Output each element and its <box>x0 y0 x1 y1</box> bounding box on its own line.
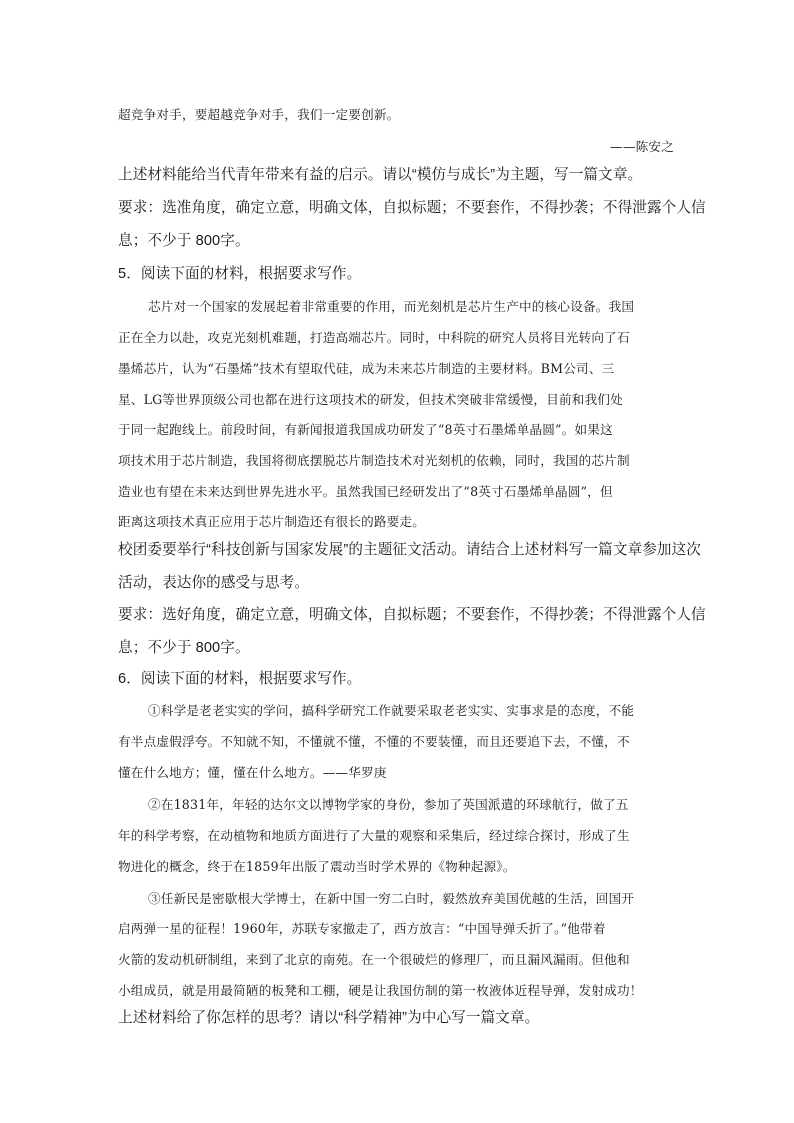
q5-task-line1: 校团委要举行“科技创新与国家发展”的主题征文活动。请结合上述材料写一篇文章参加这次 <box>118 542 701 558</box>
q5-para-line: 星、LG等世界顶级公司也都在进行这项技术的研发，但技术突破非常缓慢，目前和我们处 <box>118 392 623 407</box>
material4-requirement-line1: 要求：选准角度，确定立意，明确文体，自拟标题；不要套作，不得抄袭；不得泄露个人信 <box>118 200 706 216</box>
q5-para-line: 于同一起跑线上。前段时间，有新闻报道我国成功研发了“8英寸石墨烯单晶圆”。如果这 <box>118 422 613 437</box>
q6-item2-line: ②在1831年，年轻的达尔文以博物学家的身份，参加了英国派遣的环球航行，做了五 <box>148 797 629 812</box>
material4-task: 上述材料能给当代青年带来有益的启示。请以“模仿与成长”为主题，写一篇文章。 <box>118 167 643 183</box>
q6-item3-line: 火箭的发动机研制组，来到了北京的南苑。在一个很破烂的修理厂，而且漏风漏雨。但他和 <box>118 952 630 967</box>
q6-item2-line: 年的科学考察，在动植物和地质方面进行了大量的观察和采集后，经过综合探讨，形成了生 <box>118 828 630 843</box>
q5-para-line: 墨烯芯片，认为“石墨烯”技术有望取代硅，成为未来芯片制造的主要材料。BM公司、三 <box>118 361 615 376</box>
q5-requirement-line1: 要求：选好角度，确定立意，明确文体，自拟标题；不要套作，不得抄袭；不得泄露个人信 <box>118 607 706 623</box>
q6-item3-line: 小组成员，就是用最简陋的板凳和工棚，硬是让我国仿制的第一枚液体近程导弹，发射成功！ <box>118 983 643 998</box>
q5-para-line: 距离这项技术真正应用于芯片制造还有很长的路要走。 <box>118 514 426 529</box>
q5-para-line: 造业也有望在未来达到世界先进水平。虽然我国已经研发出了“8英寸石墨烯单晶圆”，但 <box>118 484 613 499</box>
q6-item1-line: ①科学是老老实实的学问，搞科学研究工作就要采取老老实实、实事求是的态度，不能 <box>148 703 635 718</box>
q5-para-line: 项技术用于芯片制造，我国将彻底摆脱芯片制造技术对光刻机的依赖，同时，我国的芯片制 <box>118 453 630 468</box>
q6-item3-line: 启两弹一星的征程！1960年，苏联专家撤走了，西方放言：“中国导弹夭折了。”他带着 <box>118 921 606 936</box>
material4-source: ——陈安之 <box>610 139 674 154</box>
material4-requirement-line2: 息；不少于 800字。 <box>118 233 250 249</box>
q5-heading: 5．阅读下面的材料，根据要求写作。 <box>118 266 362 282</box>
q6-item3-line: ③任新民是密歇根大学博士，在新中国一穷二白时，毅然放弃美国优越的生活，回国开 <box>148 891 635 906</box>
q5-para-line: 芯片对一个国家的发展起着非常重要的作用，而光刻机是芯片生产中的核心设备。我国 <box>148 299 635 314</box>
material4-tail: 超竞争对手，要超越竞争对手，我们一定要创新。 <box>118 107 400 122</box>
q6-task: 上述材料给了你怎样的思考？请以“科学精神”为中心写一篇文章。 <box>118 1010 540 1026</box>
q6-item1-line: 有半点虚假浮夸。不知就不知，不懂就不懂，不懂的不要装懂，而且还要追下去，不懂，不 <box>118 734 630 749</box>
q5-requirement-line2: 息；不少于 800字。 <box>118 640 250 656</box>
q6-item1-line: 懂在什么地方；懂，懂在什么地方。——华罗庚 <box>118 765 387 780</box>
q5-para-line: 正在全力以赴，攻克光刻机难题，打造高端芯片。同时，中科院的研究人员将目光转向了石 <box>118 330 630 345</box>
q6-item2-line: 物进化的概念，终于在1859年出版了震动当时学术界的《物种起源》。 <box>118 859 516 874</box>
q6-heading: 6．阅读下面的材料，根据要求写作。 <box>118 671 362 687</box>
q5-task-line2: 活动，表达你的感受与思考。 <box>118 575 310 591</box>
